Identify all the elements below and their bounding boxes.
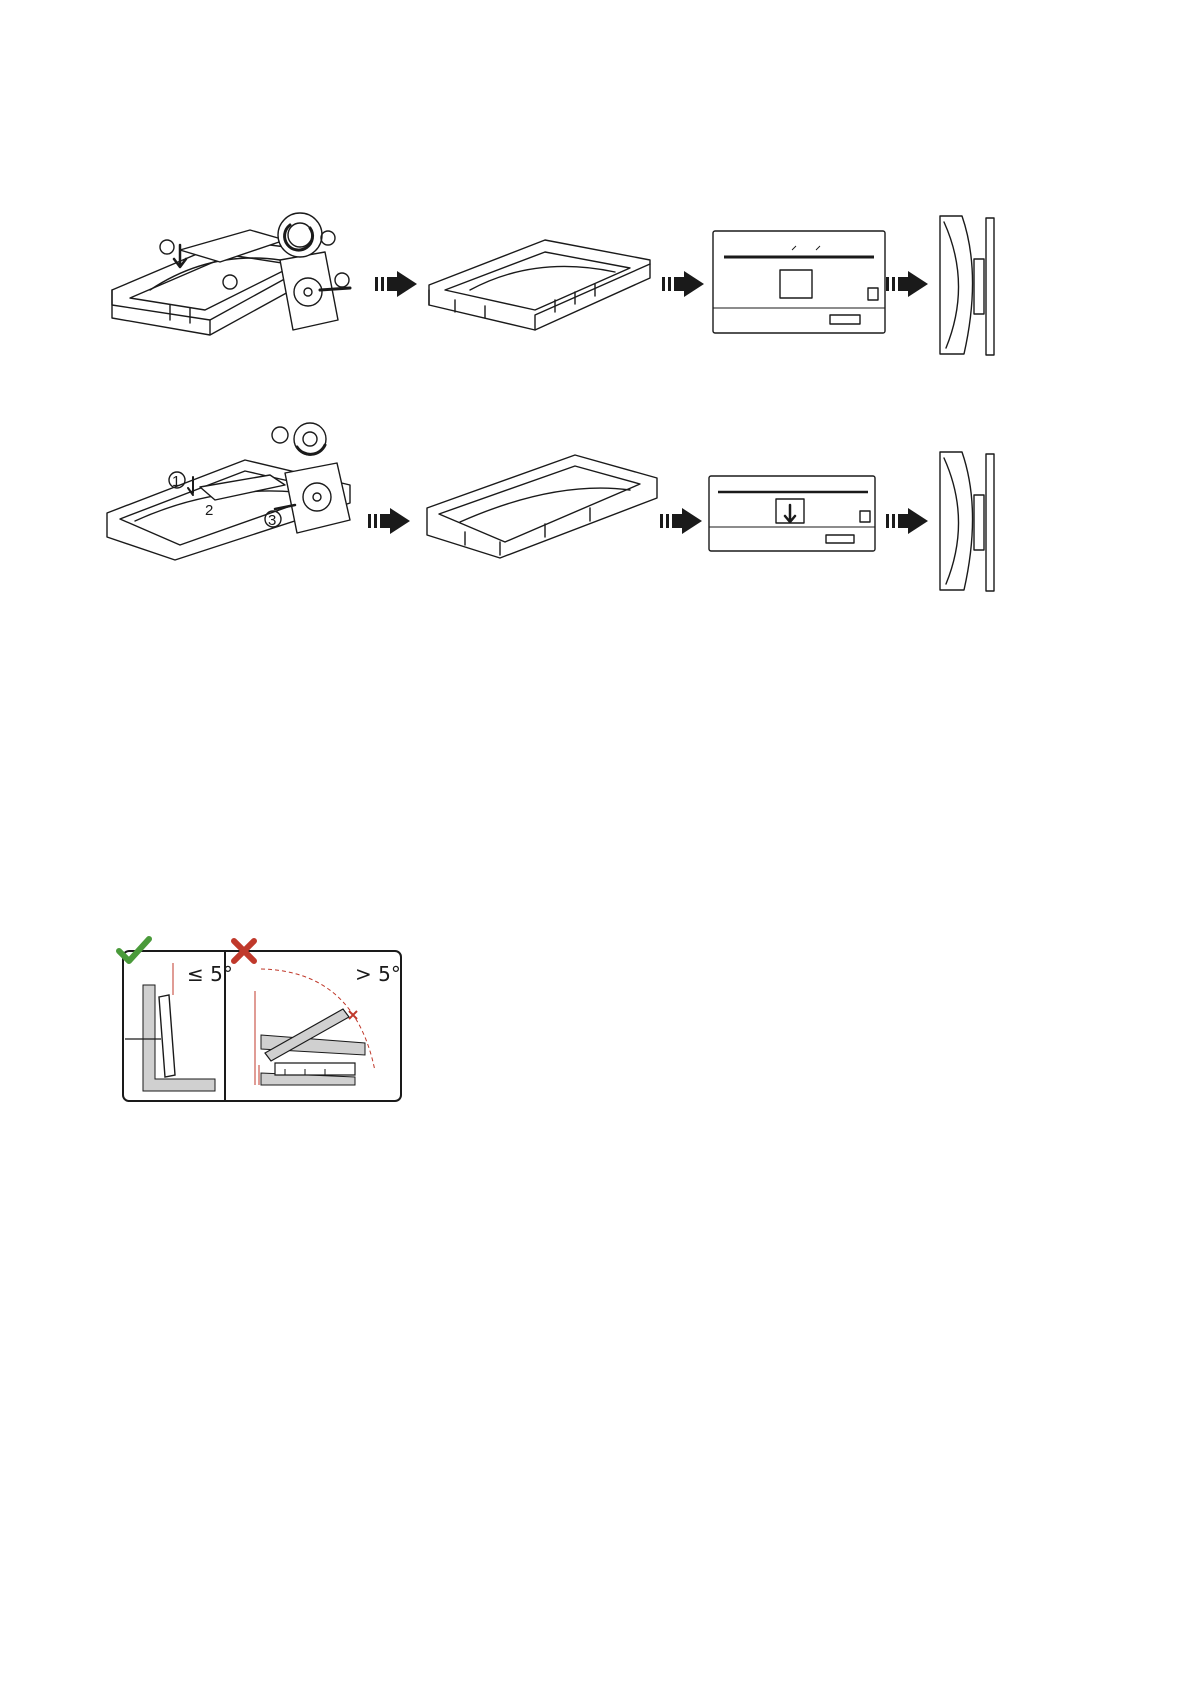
tilt-ok-label: ≤ 5° (187, 962, 233, 986)
step-arrow-icon (662, 271, 704, 297)
tilt-bad-label: > 5° (355, 962, 401, 986)
step-arrow-icon (375, 271, 417, 297)
tilt-angle-diagram (115, 935, 405, 1105)
step-number-1: 1 (172, 473, 181, 490)
row-1-wall-mounted-side (932, 214, 1002, 359)
step-arrow-icon (886, 508, 928, 534)
row-2-tray-empty (425, 450, 660, 562)
row-1-stand-removal (110, 210, 370, 360)
row-1-tray-empty (425, 230, 655, 340)
step-arrow-icon (886, 271, 928, 297)
row-2-wall-mounted-side (932, 450, 1002, 595)
row-2-monitor-back (708, 475, 878, 553)
row-2-stand-removal (105, 425, 355, 565)
step-arrow-icon (368, 508, 410, 534)
step-arrow-icon (660, 508, 702, 534)
row-1-monitor-back (712, 230, 887, 335)
step-number-3: 3 (268, 512, 277, 529)
step-number-2: 2 (205, 502, 214, 519)
